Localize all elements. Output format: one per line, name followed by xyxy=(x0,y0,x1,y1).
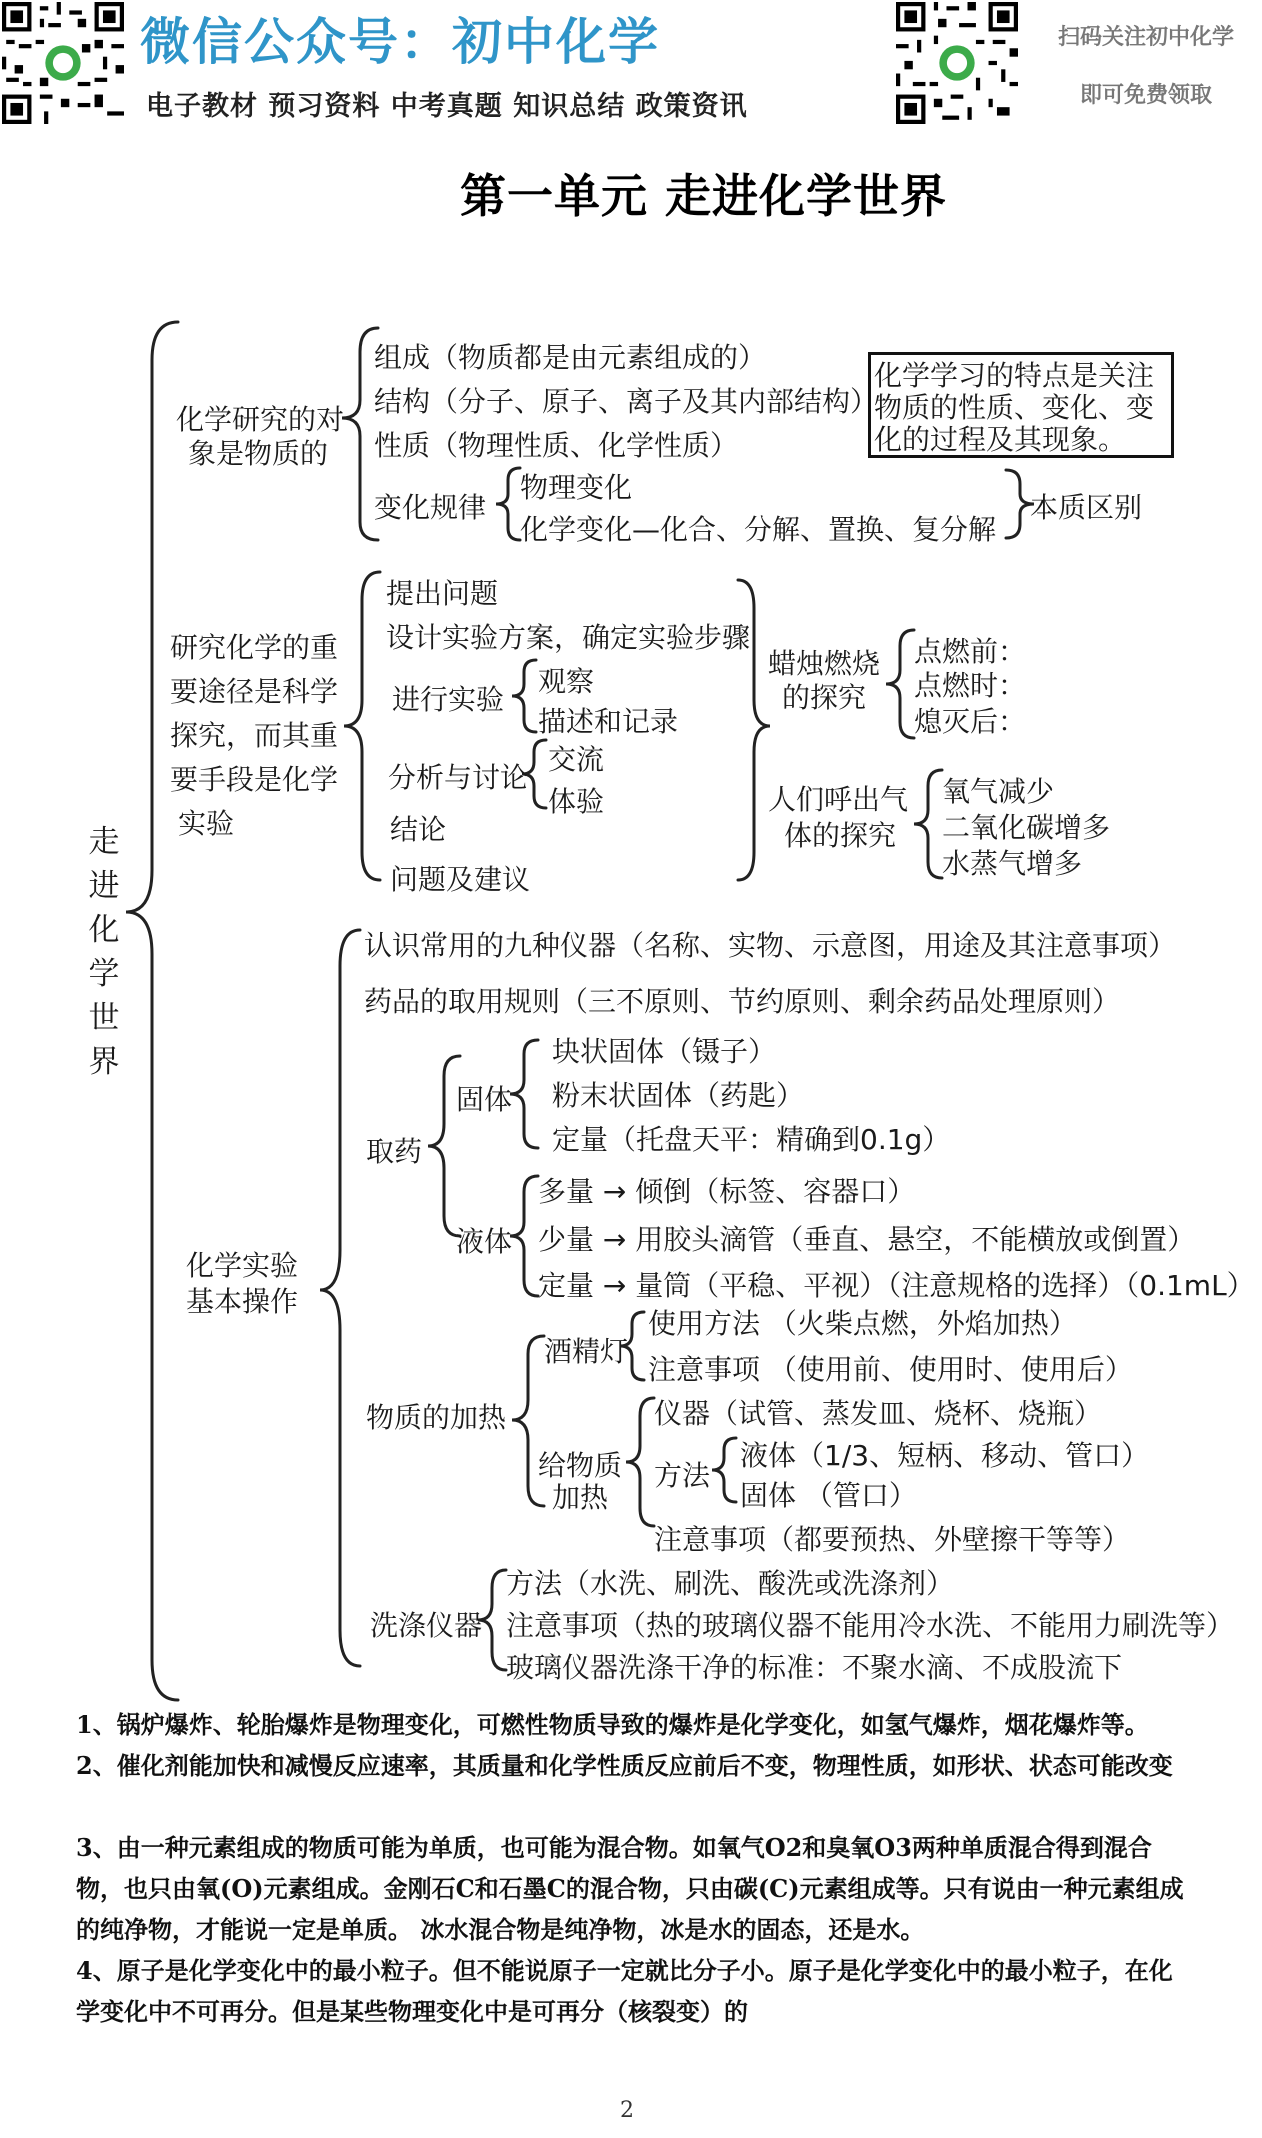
s1-change-chemical: 化学变化—化合、分解、置换、复分解 xyxy=(520,513,997,546)
s3-wash-method: 方法（水洗、刷洗、酸洗或洗涤剂） xyxy=(506,1567,955,1600)
page-number: 2 xyxy=(620,2098,634,2123)
s3-lamp-usage: 使用方法 （火柴点燃，外焰加热） xyxy=(648,1307,1077,1340)
heat-obj-brace xyxy=(626,1398,654,1526)
s3-solid-quantitative: 定量（托盘天平：精确到0.1g） xyxy=(552,1123,951,1156)
header-subtitle: 电子教材 预习资料 中考真题 知识总结 政策资讯 xyxy=(146,91,748,122)
liquid-brace xyxy=(510,1176,538,1296)
s2-breath-oxygen: 氧气减少 xyxy=(942,775,1055,808)
s3-brace xyxy=(320,930,360,1666)
s3-liquid: 液体 xyxy=(456,1225,513,1258)
s3-take-drug: 取药 xyxy=(366,1135,423,1168)
scan-to-follow-text: 扫码关注初中化学 xyxy=(1058,25,1235,50)
s3-solid-powder: 粉末状固体（药匙） xyxy=(552,1079,805,1112)
s2-step-conclusion: 结论 xyxy=(390,813,447,846)
note-2: 2、催化剂能加快和减慢反应速率，其质量和化学性质反应前后不变，物理性质，如形状、状态可能改变 xyxy=(76,1751,1173,1780)
root-brace xyxy=(126,322,178,1700)
candle-brace xyxy=(886,630,914,738)
s3-solid: 固体 xyxy=(456,1083,513,1116)
s3-method-solid: 固体 （管口） xyxy=(740,1479,917,1512)
s2-step-exchange: 交流 xyxy=(548,743,605,776)
s3-liquid-quantitative: 定量 → 量筒（平稳、平视）（注意规格的选择）（0.1mL） xyxy=(538,1269,1255,1302)
s2-candle-before: 点燃前： xyxy=(914,635,1027,668)
s3-method-liquid: 液体（1/3、短柄、移动、管口） xyxy=(740,1439,1150,1472)
s3-heat-obj-line1: 给物质 xyxy=(538,1449,623,1482)
s3-drug-rules: 药品的取用规则（三不原则、节约原则、剩余药品处理原则） xyxy=(364,985,1121,1018)
s3-wash-notice: 注意事项（热的玻璃仪器不能用冷水洗、不能用力刷洗等） xyxy=(506,1609,1235,1642)
s3-solid-lump: 块状固体（镊子） xyxy=(552,1035,777,1068)
free-download-text: 即可免费领取 xyxy=(1080,83,1213,108)
header-title: 微信公众号：初中化学 xyxy=(140,13,660,71)
breath-brace xyxy=(914,770,942,878)
note-1: 1、锅炉爆炸、轮胎爆炸是物理变化，可燃性物质导致的爆炸是化学变化，如氢气爆炸，烟花爆炸等。 xyxy=(76,1710,1149,1739)
s2-label-line4: 要手段是化学 xyxy=(170,763,339,796)
s1-box-line3: 化的过程及其现象。 xyxy=(874,423,1127,456)
s2-breath-label-line1: 人们呼出气 xyxy=(768,783,909,816)
s2-label-line3: 探究，而其重 xyxy=(170,719,339,752)
s2-breath-co2: 二氧化碳增多 xyxy=(942,811,1111,844)
s1-label-line1: 化学研究的对 xyxy=(176,403,345,436)
s2-candle-after: 熄灭后： xyxy=(914,705,1027,738)
wash-brace xyxy=(478,1570,506,1670)
s2-candle-label-line1: 蜡烛燃烧 xyxy=(768,647,881,680)
s2-step-analyze: 分析与讨论 xyxy=(388,761,529,794)
s2-step-record: 描述和记录 xyxy=(538,705,679,738)
s2-step-suggest: 问题及建议 xyxy=(390,863,531,896)
s3-method: 方法 xyxy=(654,1459,711,1492)
solid-brace xyxy=(510,1040,538,1148)
s1-brace xyxy=(342,328,378,540)
s2-breath-label-line2: 体的探究 xyxy=(784,819,897,852)
method-brace xyxy=(712,1438,736,1502)
s2-label-line2: 要途径是科学 xyxy=(170,675,339,708)
s3-lamp: 酒精灯 xyxy=(544,1335,629,1368)
s1-essence: 本质区别 xyxy=(1030,491,1143,524)
s2-candle-label-line2: 的探究 xyxy=(782,681,867,714)
s1-box-line2: 物质的性质、变化、变 xyxy=(874,391,1155,424)
s2-step-ask: 提出问题 xyxy=(386,577,499,610)
s1-box-line1: 化学学习的特点是关注 xyxy=(874,359,1155,392)
s2-do-brace xyxy=(512,660,536,732)
s3-apparatus: 仪器（试管、蒸发皿、烧杯、烧瓶） xyxy=(654,1397,1103,1430)
s2-step-observe: 观察 xyxy=(538,665,595,698)
s3-wash-standard: 玻璃仪器洗涤干净的标准：不聚水滴、不成股流下 xyxy=(506,1651,1123,1684)
s2-candle-during: 点燃时： xyxy=(914,669,1027,702)
root-label: 走进化学世界 xyxy=(88,824,120,1080)
s3-instruments: 认识常用的九种仪器（名称、实物、示意图，用途及其注意事项） xyxy=(364,929,1177,962)
s3-lamp-notice: 注意事项 （使用前、使用时、使用后） xyxy=(648,1353,1133,1386)
s1-item-structure: 结构（分子、原子、离子及其内部结构） xyxy=(374,385,879,418)
s3-heat-obj-line2: 加热 xyxy=(552,1481,609,1514)
s1-item-property: 性质（物理性质、化学性质） xyxy=(374,429,739,462)
doc-title: 第一单元 走进化学世界 xyxy=(460,169,948,223)
s3-wash: 洗涤仪器 xyxy=(370,1609,483,1642)
s2-brace xyxy=(344,572,380,880)
s2-label-line1: 研究化学的重 xyxy=(170,631,339,664)
s1-label-line2: 象是物质的 xyxy=(188,437,329,470)
s3-liquid-small: 少量 → 用胶头滴管（垂直、悬空，不能横放或倒置） xyxy=(538,1223,1196,1256)
s3-label-line1: 化学实验 xyxy=(186,1249,299,1282)
s1-item-composition: 组成（物质都是由元素组成的） xyxy=(374,341,767,374)
s1-change-brace xyxy=(496,468,520,540)
note-4: 4、原子是化学变化中的最小粒子。但不能说原子一定就比分子小。原子是化学变化中的最小粒子，在化学变化中不可再分。但是某些物理变化中是可再分（核裂变）的 xyxy=(76,1956,1173,2026)
s2-breath-vapor: 水蒸气增多 xyxy=(942,847,1083,880)
s1-change-label: 变化规律 xyxy=(374,491,487,524)
s2-step-do: 进行实验 xyxy=(392,683,505,716)
s2-step-design: 设计实验方案，确定实验步骤 xyxy=(386,621,751,654)
note-3: 3、由一种元素组成的物质可能为单质，也可能为混合物。如氧气O2和臭氧O3两种单质混合得到混合物，也只由氧(O)元素组成。金刚石C和石墨C的混合物，只由碳(C)元素组成等。只有说由一种元素组成的纯净物，才能说一定是单质。 冰水混合物是纯净物，冰是水的固态，还是水。 xyxy=(76,1833,1184,1944)
s2-step-experience: 体验 xyxy=(548,785,605,818)
s3-label-line2: 基本操作 xyxy=(186,1285,299,1318)
s2-label-line5: 实验 xyxy=(178,807,235,840)
s1-change-physical: 物理变化 xyxy=(520,471,633,504)
s3-heating: 物质的加热 xyxy=(366,1401,507,1434)
s3-heat-notice: 注意事项（都要预热、外壁擦干等等） xyxy=(654,1523,1131,1556)
s3-liquid-large: 多量 → 倾倒（标签、容器口） xyxy=(538,1175,916,1208)
